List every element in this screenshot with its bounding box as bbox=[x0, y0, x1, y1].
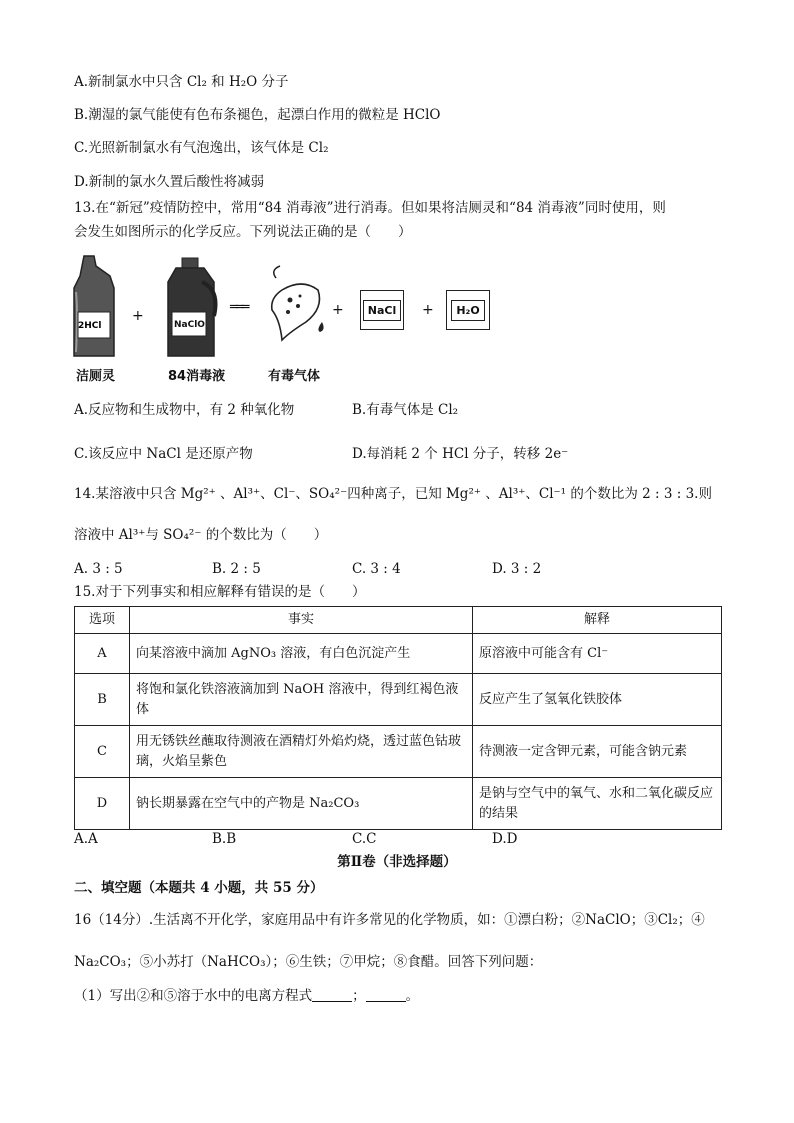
row-b-option: B bbox=[75, 674, 130, 726]
q14-stem-line1: 14.某溶液中只含 Mg²⁺ 、Al³⁺、Cl⁻、SO₄²⁻四种离子，已知 Mg²⁺ 、Al³⁺、Cl⁻¹ 的个数比为 2 : 3 : 3.则 bbox=[74, 486, 712, 502]
row-b-explanation: 反应产生了氢氧化铁胶体 bbox=[473, 674, 722, 726]
q15-option-d: D.D bbox=[492, 831, 518, 847]
q16-sub1-prompt: （1）写出②和⑤溶于水中的电离方程式 bbox=[74, 988, 313, 1004]
q12-option-c: C.光照新制氯水有气泡逸出，该气体是 Cl₂ bbox=[74, 140, 329, 156]
bottle1-formula: 2HCl bbox=[78, 321, 102, 331]
row-c-fact: 用无锈铁丝蘸取待测液在酒精灯外焰灼烧，透过蓝色钴玻璃，火焰呈紫色 bbox=[130, 726, 473, 778]
nacl-formula: NaCl bbox=[363, 300, 401, 321]
q12-option-d: D.新制的氯水久置后酸性将减弱 bbox=[74, 174, 265, 190]
q13-option-b: B.有毒气体是 Cl₂ bbox=[352, 402, 459, 418]
table-header-row bbox=[75, 607, 722, 634]
bottle2-formula: NaClO bbox=[174, 320, 205, 330]
q15-option-c: C.C bbox=[352, 831, 377, 847]
plus-sign-3: + bbox=[422, 302, 434, 318]
q12-option-a: A.新制氯水中只含 Cl₂ 和 H₂O 分子 bbox=[74, 74, 289, 90]
gas-label: 有毒气体 bbox=[268, 369, 321, 384]
q13-option-a: A.反应物和生成物中，有 2 种氧化物 bbox=[74, 402, 295, 418]
q13-option-d: D.每消耗 2 个 HCl 分子，转移 2e⁻ bbox=[352, 446, 569, 462]
reaction-figure bbox=[70, 252, 510, 387]
equals-sign: ═══ bbox=[230, 300, 248, 315]
answer-blank-1[interactable] bbox=[312, 987, 352, 1002]
table-row bbox=[75, 726, 722, 778]
row-d-option: D bbox=[75, 778, 130, 830]
disinfectant-bottle-icon bbox=[162, 256, 222, 362]
row-d-explanation: 是钠与空气中的氧气、水和二氧化碳反应的结果 bbox=[473, 778, 722, 830]
table-row bbox=[75, 778, 722, 830]
bottle2-label: 84消毒液 bbox=[168, 369, 226, 384]
row-d-fact: 钠长期暴露在空气中的产物是 Na₂CO₃ bbox=[130, 778, 473, 830]
header-option: 选项 bbox=[75, 607, 130, 634]
bottle1-label: 洁厕灵 bbox=[76, 369, 116, 384]
header-fact: 事实 bbox=[130, 607, 473, 634]
row-a-option: A bbox=[75, 634, 130, 674]
q13-stem-line1: 13.在“新冠”疫情防控中，常用“84 消毒液”进行消毒。但如果将洁厕灵和“84 消毒液”同时使用，则 bbox=[74, 200, 666, 216]
row-c-option: C bbox=[75, 726, 130, 778]
q16-sub1 bbox=[74, 986, 419, 1006]
row-a-explanation: 原溶液中可能含有 Cl⁻ bbox=[473, 634, 722, 674]
q14-stem-line2: 溶液中 Al³⁺与 SO₄²⁻ 的个数比为（ ） bbox=[74, 527, 328, 543]
plus-sign-1: + bbox=[132, 308, 144, 324]
q16-stem-line2: Na₂CO₃；⑤小苏打（NaHCO₃）；⑥生铁；⑦甲烷；⑧食醋。回答下列问题： bbox=[74, 954, 543, 970]
toxic-gas-icon bbox=[262, 260, 332, 350]
q14-option-c: C. 3 : 4 bbox=[352, 561, 401, 577]
header-explanation: 解释 bbox=[473, 607, 722, 634]
plus-sign-2: + bbox=[332, 302, 344, 318]
q14-option-a: A. 3 : 5 bbox=[74, 561, 123, 577]
facts-table bbox=[74, 606, 722, 830]
q12-option-b: B.潮湿的氯气能使有色布条褪色，起漂白作用的微粒是 HClO bbox=[74, 107, 441, 123]
table-row bbox=[75, 674, 722, 726]
q13-option-c: C.该反应中 NaCl 是还原产物 bbox=[74, 446, 253, 462]
q16-sub1-sep: ； bbox=[352, 988, 366, 1004]
row-c-explanation: 待测液一定含钾元素，可能含钠元素 bbox=[473, 726, 722, 778]
nacl-box bbox=[360, 290, 404, 330]
table-row bbox=[75, 634, 722, 674]
q13-stem-line2: 会发生如图所示的化学反应。下列说法正确的是（ ） bbox=[74, 224, 412, 240]
section-heading: 二、填空题（本题共 4 小题，共 55 分） bbox=[74, 880, 324, 896]
q16-sub1-end: 。 bbox=[405, 988, 420, 1004]
q14-option-b: B. 2 : 5 bbox=[212, 561, 261, 577]
row-b-fact: 将饱和氯化铁溶液滴加到 NaOH 溶液中，得到红褐色液体 bbox=[130, 674, 473, 726]
water-box bbox=[446, 290, 490, 330]
row-a-fact: 向某溶液中滴加 AgNO₃ 溶液，有白色沉淀产生 bbox=[130, 634, 473, 674]
toilet-cleaner-bottle-icon bbox=[70, 252, 120, 362]
q15-stem: 15.对于下列事实和相应解释有错误的是（ ） bbox=[74, 584, 366, 600]
q16-stem-line1: 16（14分）.生活离不开化学，家庭用品中有许多常见的化学物质，如：①漂白粉；②NaClO；③Cl₂；④ bbox=[74, 912, 705, 928]
volume-title: 第Ⅱ卷（非选择题） bbox=[337, 854, 457, 870]
water-formula: H₂O bbox=[451, 300, 484, 321]
q15-option-b: B.B bbox=[212, 831, 237, 847]
answer-blank-2[interactable] bbox=[366, 987, 406, 1002]
q15-option-a: A.A bbox=[74, 831, 98, 847]
q14-option-d: D. 3 : 2 bbox=[492, 561, 542, 577]
